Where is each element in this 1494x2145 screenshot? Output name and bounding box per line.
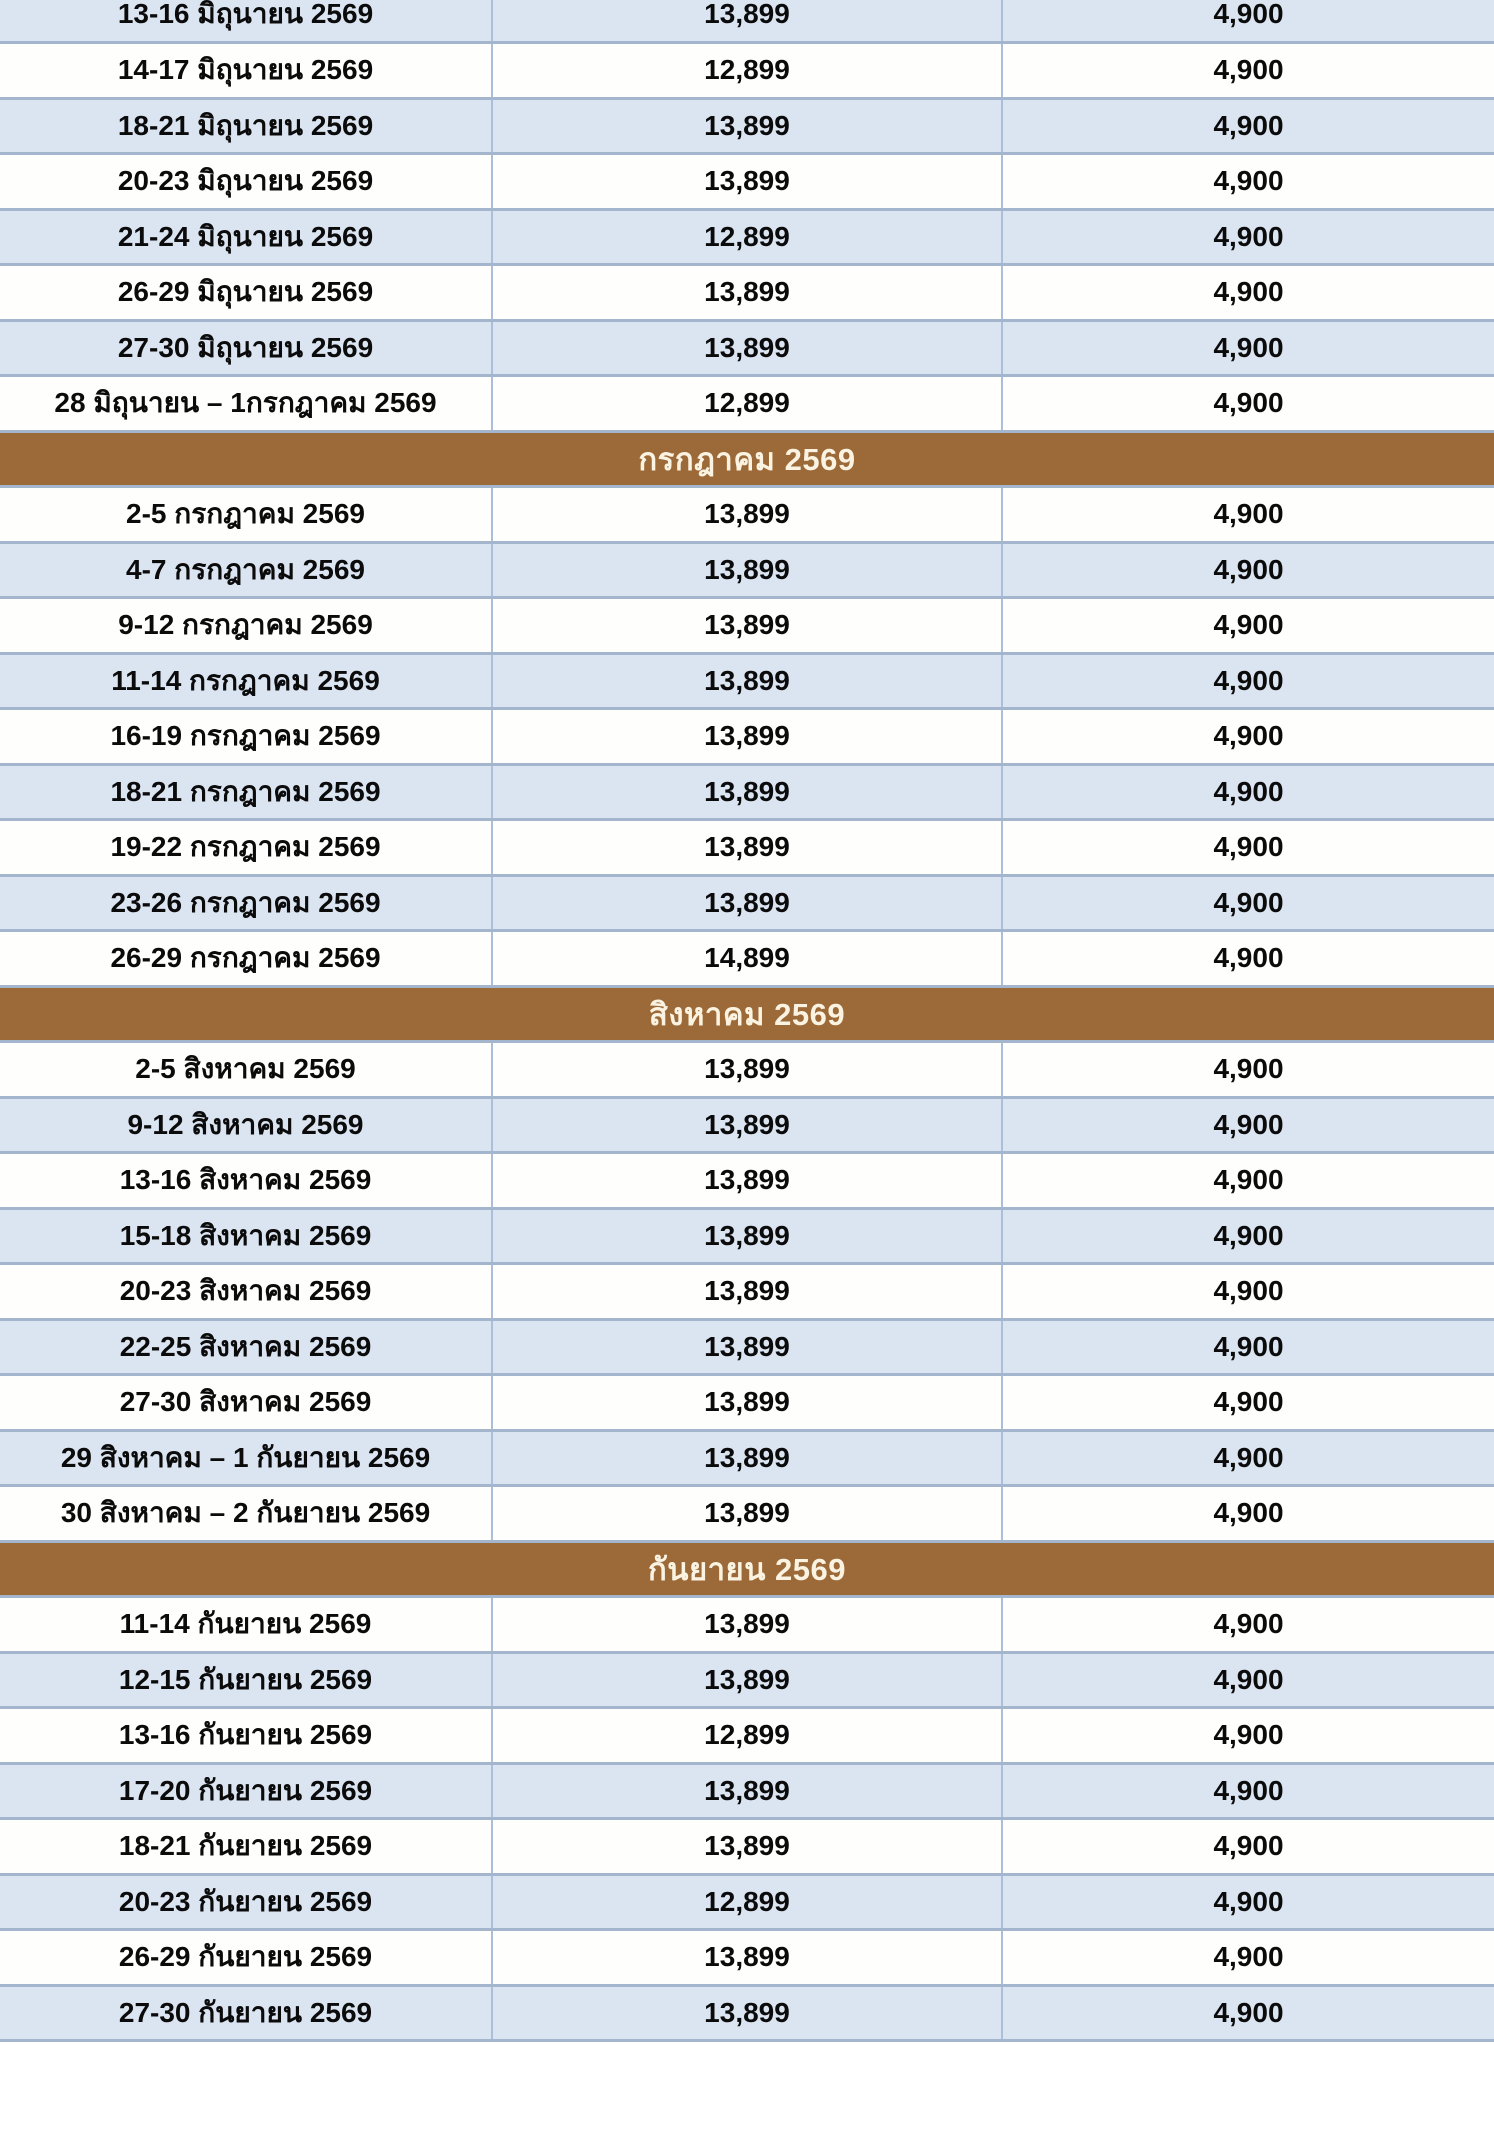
date-cell: 20-23 สิงหาคม 2569	[0, 1264, 492, 1320]
table-row	[0, 598, 1494, 654]
surcharge-cell: 4,900	[1002, 1486, 1494, 1542]
date-cell: 18-21 มิถุนายน 2569	[0, 98, 492, 154]
price-cell: 13,899	[492, 1486, 1002, 1542]
month-header-row	[0, 1541, 1494, 1597]
surcharge-cell: 4,900	[1002, 1652, 1494, 1708]
surcharge-cell: 4,900	[1002, 209, 1494, 265]
price-cell: 13,899	[492, 154, 1002, 210]
surcharge-cell: 4,900	[1002, 1763, 1494, 1819]
price-cell: 13,899	[492, 1597, 1002, 1653]
price-cell: 12,899	[492, 43, 1002, 99]
table-row	[0, 1930, 1494, 1986]
date-cell: 9-12 กรกฎาคม 2569	[0, 598, 492, 654]
surcharge-cell: 4,900	[1002, 1597, 1494, 1653]
price-cell: 13,899	[492, 98, 1002, 154]
table-row	[0, 1708, 1494, 1764]
price-cell: 13,899	[492, 542, 1002, 598]
surcharge-cell: 4,900	[1002, 1819, 1494, 1875]
price-cell: 13,899	[492, 1042, 1002, 1098]
surcharge-cell: 4,900	[1002, 320, 1494, 376]
table-row	[0, 98, 1494, 154]
table-row	[0, 1874, 1494, 1930]
table-row	[0, 1208, 1494, 1264]
table-row	[0, 1819, 1494, 1875]
price-cell: 13,899	[492, 1763, 1002, 1819]
date-cell: 18-21 กรกฎาคม 2569	[0, 764, 492, 820]
table-row	[0, 265, 1494, 321]
surcharge-cell: 4,900	[1002, 875, 1494, 931]
date-cell: 21-24 มิถุนายน 2569	[0, 209, 492, 265]
date-cell: 2-5 กรกฎาคม 2569	[0, 487, 492, 543]
price-cell: 13,899	[492, 598, 1002, 654]
table-row	[0, 764, 1494, 820]
date-cell: 27-30 กันยายน 2569	[0, 1985, 492, 2041]
date-cell: 29 สิงหาคม – 1 กันยายน 2569	[0, 1430, 492, 1486]
table-row	[0, 875, 1494, 931]
price-cell: 13,899	[492, 709, 1002, 765]
table-row	[0, 320, 1494, 376]
table-row	[0, 0, 1494, 43]
surcharge-cell: 4,900	[1002, 1153, 1494, 1209]
price-cell: 13,899	[492, 1153, 1002, 1209]
month-header-label: กันยายน 2569	[0, 1541, 1494, 1597]
surcharge-cell: 4,900	[1002, 0, 1494, 43]
date-cell: 19-22 กรกฎาคม 2569	[0, 820, 492, 876]
price-cell: 13,899	[492, 265, 1002, 321]
date-cell: 26-29 มิถุนายน 2569	[0, 265, 492, 321]
table-row	[0, 1652, 1494, 1708]
surcharge-cell: 4,900	[1002, 931, 1494, 987]
table-row	[0, 154, 1494, 210]
price-cell: 12,899	[492, 376, 1002, 432]
date-cell: 9-12 สิงหาคม 2569	[0, 1097, 492, 1153]
surcharge-cell: 4,900	[1002, 43, 1494, 99]
price-cell: 13,899	[492, 0, 1002, 43]
date-cell: 4-7 กรกฎาคม 2569	[0, 542, 492, 598]
surcharge-cell: 4,900	[1002, 98, 1494, 154]
surcharge-cell: 4,900	[1002, 1264, 1494, 1320]
table-row	[0, 376, 1494, 432]
surcharge-cell: 4,900	[1002, 1874, 1494, 1930]
table-row	[0, 653, 1494, 709]
price-cell: 13,899	[492, 1375, 1002, 1431]
date-cell: 11-14 กันยายน 2569	[0, 1597, 492, 1653]
month-header-row	[0, 986, 1494, 1042]
date-cell: 22-25 สิงหาคม 2569	[0, 1319, 492, 1375]
date-cell: 17-20 กันยายน 2569	[0, 1763, 492, 1819]
date-cell: 16-19 กรกฎาคม 2569	[0, 709, 492, 765]
table-row	[0, 1264, 1494, 1320]
surcharge-cell: 4,900	[1002, 598, 1494, 654]
price-cell: 13,899	[492, 764, 1002, 820]
date-cell: 2-5 สิงหาคม 2569	[0, 1042, 492, 1098]
table-row	[0, 709, 1494, 765]
price-cell: 12,899	[492, 209, 1002, 265]
surcharge-cell: 4,900	[1002, 265, 1494, 321]
surcharge-cell: 4,900	[1002, 1208, 1494, 1264]
price-cell: 13,899	[492, 1430, 1002, 1486]
table-row	[0, 1597, 1494, 1653]
table-row	[0, 1985, 1494, 2041]
date-cell: 13-16 สิงหาคม 2569	[0, 1153, 492, 1209]
price-cell: 13,899	[492, 653, 1002, 709]
date-cell: 27-30 สิงหาคม 2569	[0, 1375, 492, 1431]
table-row	[0, 1430, 1494, 1486]
date-cell: 14-17 มิถุนายน 2569	[0, 43, 492, 99]
price-cell: 12,899	[492, 1708, 1002, 1764]
date-cell: 13-16 มิถุนายน 2569	[0, 0, 492, 43]
surcharge-cell: 4,900	[1002, 154, 1494, 210]
price-cell: 13,899	[492, 1264, 1002, 1320]
price-cell: 13,899	[492, 1208, 1002, 1264]
surcharge-cell: 4,900	[1002, 820, 1494, 876]
surcharge-cell: 4,900	[1002, 1930, 1494, 1986]
price-cell: 13,899	[492, 875, 1002, 931]
surcharge-cell: 4,900	[1002, 376, 1494, 432]
date-cell: 18-21 กันยายน 2569	[0, 1819, 492, 1875]
month-header-label: สิงหาคม 2569	[0, 986, 1494, 1042]
date-cell: 13-16 กันยายน 2569	[0, 1708, 492, 1764]
surcharge-cell: 4,900	[1002, 1430, 1494, 1486]
surcharge-cell: 4,900	[1002, 1042, 1494, 1098]
price-cell: 13,899	[492, 1319, 1002, 1375]
date-cell: 27-30 มิถุนายน 2569	[0, 320, 492, 376]
date-cell: 26-29 กรกฎาคม 2569	[0, 931, 492, 987]
price-cell: 12,899	[492, 1874, 1002, 1930]
table-row	[0, 487, 1494, 543]
date-cell: 26-29 กันยายน 2569	[0, 1930, 492, 1986]
table-row	[0, 209, 1494, 265]
date-cell: 20-23 กันยายน 2569	[0, 1874, 492, 1930]
price-cell: 13,899	[492, 1652, 1002, 1708]
table-row	[0, 542, 1494, 598]
surcharge-cell: 4,900	[1002, 764, 1494, 820]
price-cell: 13,899	[492, 1985, 1002, 2041]
table-row	[0, 1375, 1494, 1431]
surcharge-cell: 4,900	[1002, 542, 1494, 598]
price-cell: 13,899	[492, 1819, 1002, 1875]
price-cell: 13,899	[492, 320, 1002, 376]
surcharge-cell: 4,900	[1002, 487, 1494, 543]
surcharge-cell: 4,900	[1002, 1319, 1494, 1375]
table-row	[0, 1153, 1494, 1209]
date-cell: 11-14 กรกฎาคม 2569	[0, 653, 492, 709]
table-row	[0, 43, 1494, 99]
surcharge-cell: 4,900	[1002, 709, 1494, 765]
date-cell: 20-23 มิถุนายน 2569	[0, 154, 492, 210]
date-cell: 23-26 กรกฎาคม 2569	[0, 875, 492, 931]
month-header-label: กรกฎาคม 2569	[0, 431, 1494, 487]
price-cell: 13,899	[492, 487, 1002, 543]
table-row	[0, 1042, 1494, 1098]
table-row	[0, 820, 1494, 876]
date-cell: 28 มิถุนายน – 1กรกฎาคม 2569	[0, 376, 492, 432]
table-row	[0, 1097, 1494, 1153]
table-row	[0, 1319, 1494, 1375]
price-cell: 13,899	[492, 1097, 1002, 1153]
surcharge-cell: 4,900	[1002, 1708, 1494, 1764]
table-row	[0, 1486, 1494, 1542]
surcharge-cell: 4,900	[1002, 1375, 1494, 1431]
surcharge-cell: 4,900	[1002, 653, 1494, 709]
month-header-row	[0, 431, 1494, 487]
surcharge-cell: 4,900	[1002, 1985, 1494, 2041]
date-cell: 30 สิงหาคม – 2 กันยายน 2569	[0, 1486, 492, 1542]
surcharge-cell: 4,900	[1002, 1097, 1494, 1153]
date-cell: 12-15 กันยายน 2569	[0, 1652, 492, 1708]
price-cell: 13,899	[492, 820, 1002, 876]
date-cell: 15-18 สิงหาคม 2569	[0, 1208, 492, 1264]
price-cell: 14,899	[492, 931, 1002, 987]
table-row	[0, 931, 1494, 987]
price-cell: 13,899	[492, 1930, 1002, 1986]
table-row	[0, 1763, 1494, 1819]
